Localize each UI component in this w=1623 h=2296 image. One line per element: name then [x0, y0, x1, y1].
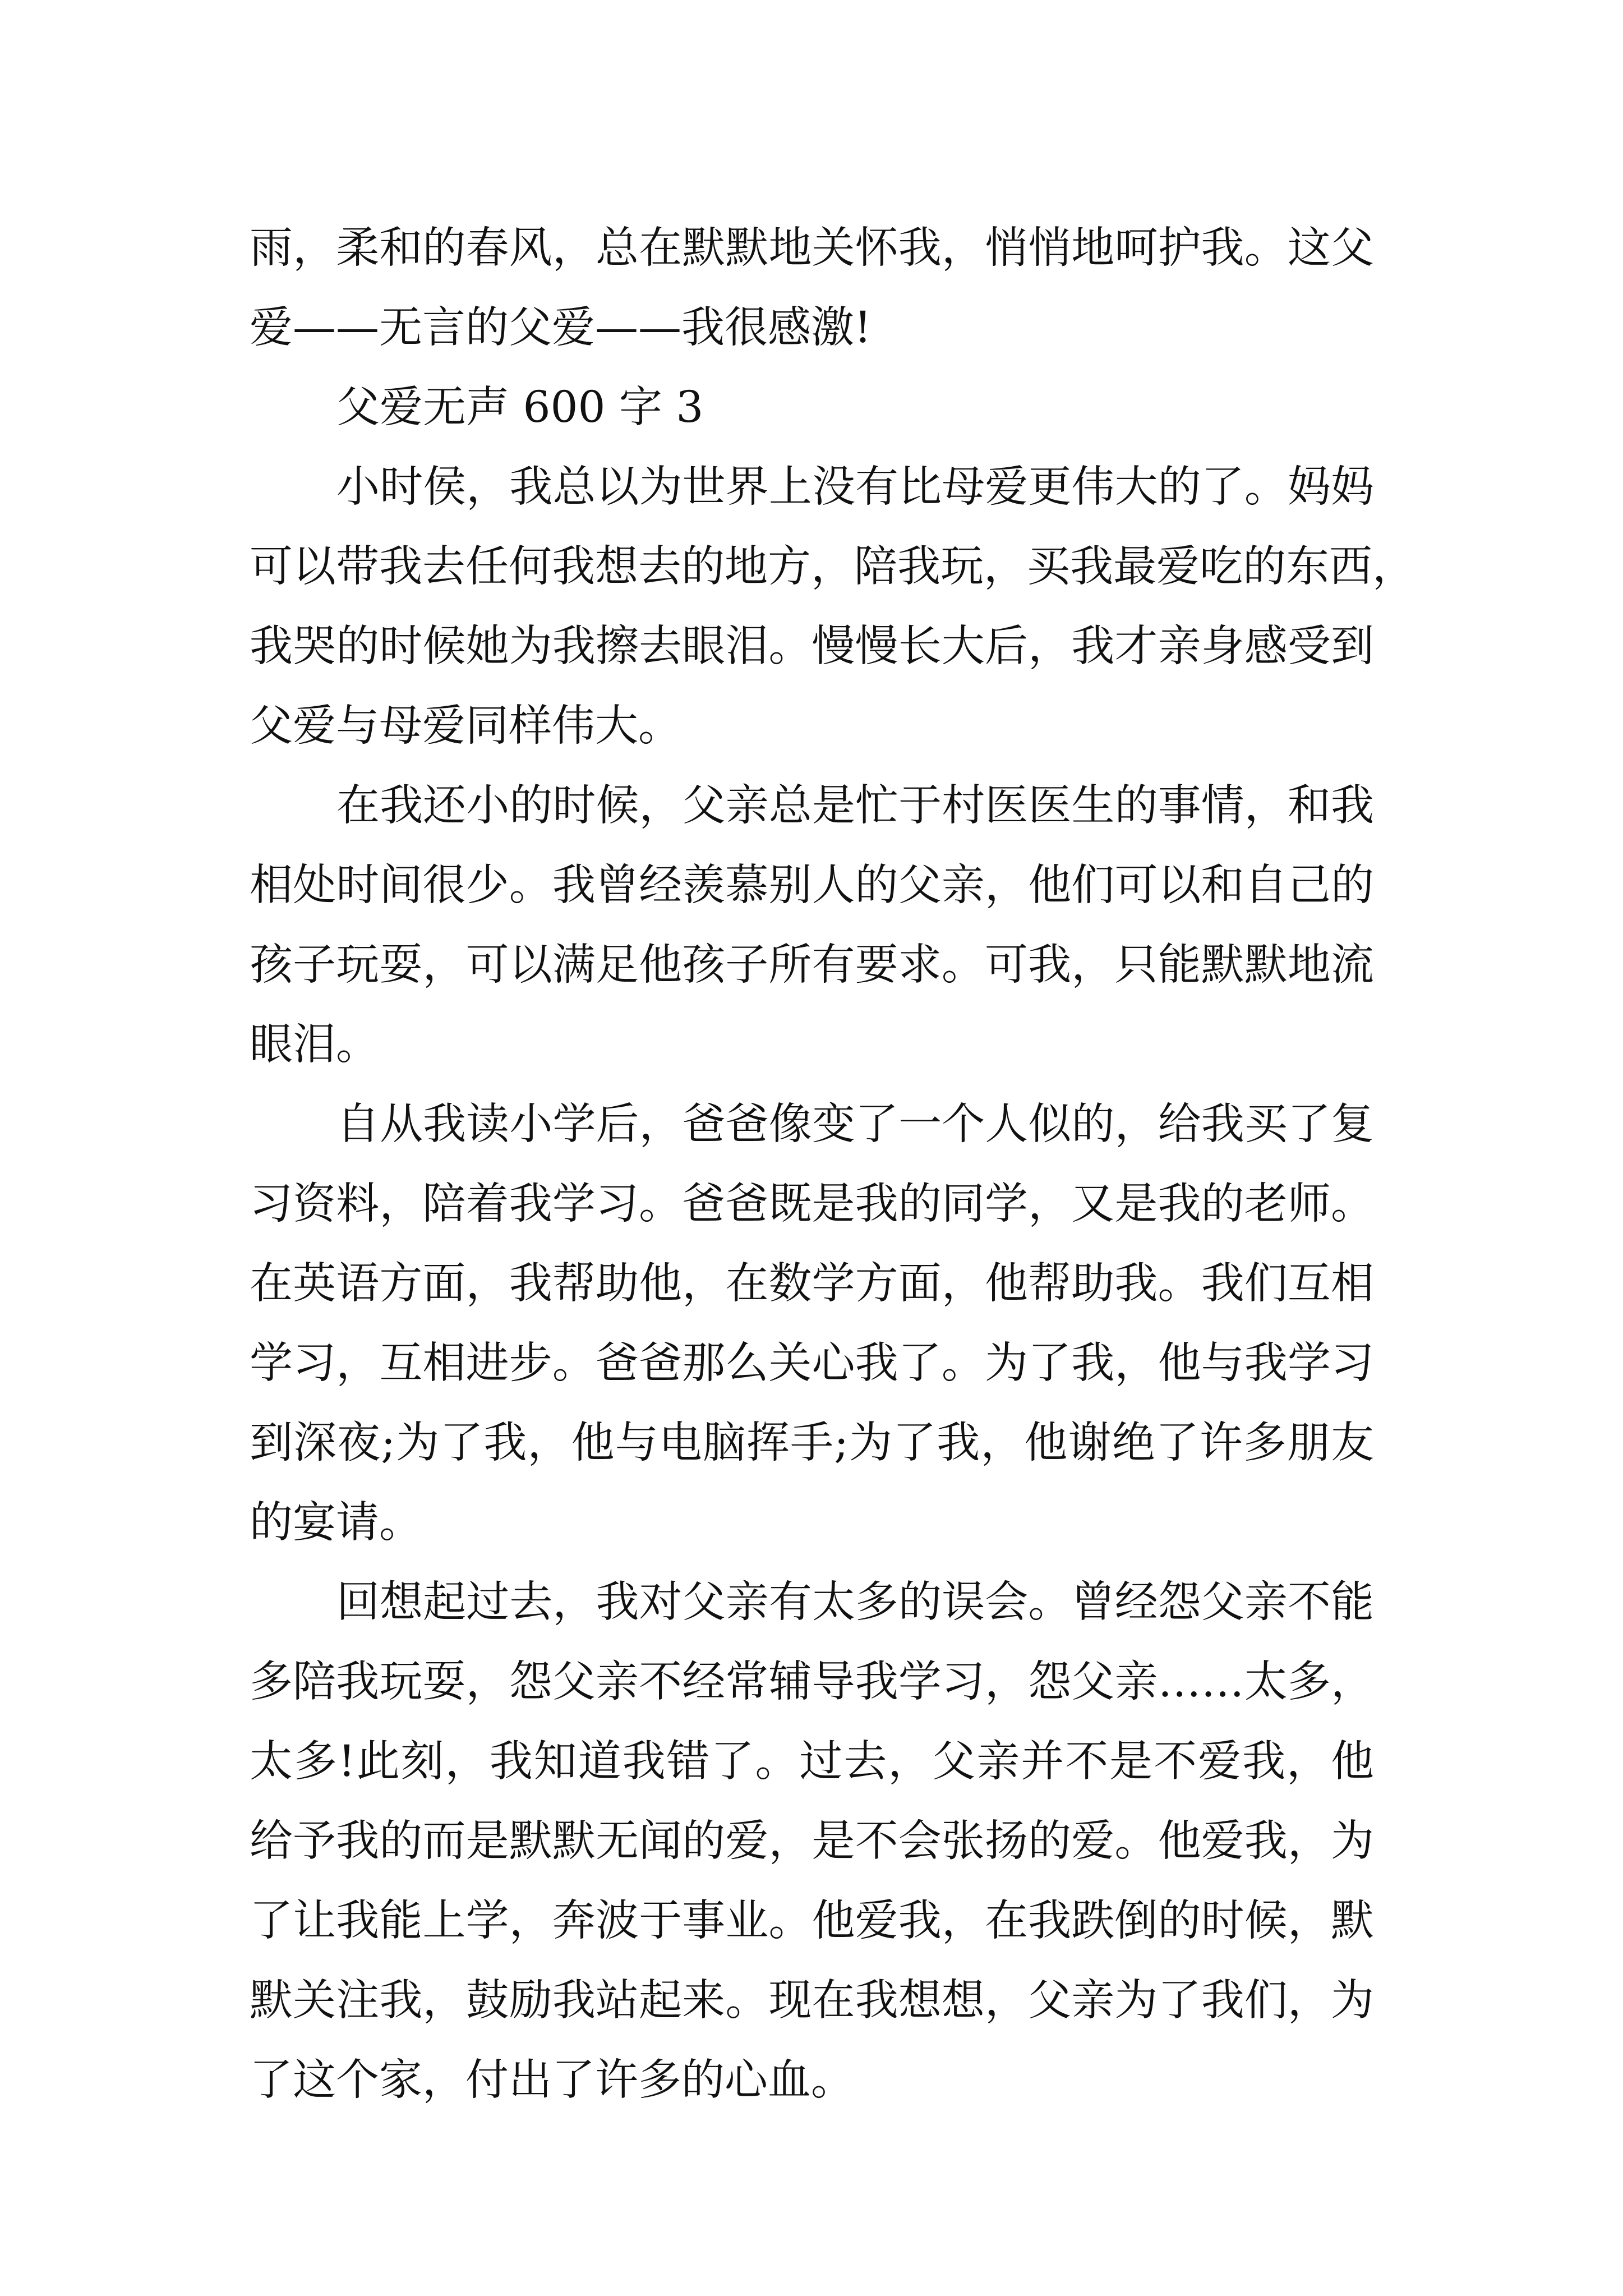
- text-line: 了让我能上学，奔波于事业。他爱我，在我跌倒的时候，默: [250, 1896, 1374, 1946]
- text-line: 相处时间很少。我曾经羡慕别人的父亲，他们可以和自己的: [250, 861, 1374, 910]
- text-line: 的宴请。: [250, 1498, 422, 1548]
- text-line: 在我还小的时候，父亲总是忙于村医医生的事情，和我: [336, 781, 1374, 831]
- text-line: 父爱与母爱同样伟大。: [250, 701, 681, 751]
- text-line: 太多!此刻，我知道我错了。过去，父亲并不是不爱我，他: [250, 1737, 1374, 1787]
- text-line: 眼泪。: [250, 1020, 379, 1070]
- text-line: 雨，柔和的春风，总在默默地关怀我，悄悄地呵护我。这父: [250, 223, 1374, 273]
- text-line: 多陪我玩耍，怨父亲不经常辅导我学习，怨父亲……太多，: [250, 1657, 1374, 1707]
- text-line: 给予我的而是默默无闻的爱，是不会张扬的爱。他爱我，为: [250, 1816, 1374, 1866]
- text-line: 自从我读小学后，爸爸像变了一个人似的，给我买了复: [336, 1099, 1374, 1149]
- text-line: 了这个家，付出了许多的心血。: [250, 2055, 854, 2105]
- text-line: 回想起过去，我对父亲有太多的误会。曾经怨父亲不能: [336, 1577, 1374, 1627]
- document-body: [250, 209, 1415, 2120]
- text-line: 习资料，陪着我学习。爸爸既是我的同学，又是我的老师。: [250, 1179, 1374, 1229]
- text-line: 爱——无言的父爱——我很感激!: [250, 303, 872, 353]
- text-line: 孩子玩耍，可以满足他孩子所有要求。可我，只能默默地流: [250, 940, 1374, 990]
- text-line: 可以带我去任何我想去的地方，陪我玩，买我最爱吃的东西，: [250, 542, 1415, 592]
- text-line: 到深夜;为了我，他与电脑挥手;为了我，他谢绝了许多朋友: [250, 1418, 1374, 1468]
- section-heading: 父爱无声 600 字 3: [336, 383, 704, 432]
- text-line: 默关注我，鼓励我站起来。现在我想想，父亲为了我们，为: [250, 1976, 1374, 2026]
- text-line: 我哭的时候她为我擦去眼泪。慢慢长大后，我才亲身感受到: [250, 622, 1374, 671]
- text-line: 在英语方面，我帮助他，在数学方面，他帮助我。我们互相: [250, 1259, 1374, 1309]
- text-line: 小时侯，我总以为世界上没有比母爱更伟大的了。妈妈: [336, 462, 1374, 512]
- text-line: 学习，互相进步。爸爸那么关心我了。为了我，他与我学习: [250, 1338, 1374, 1388]
